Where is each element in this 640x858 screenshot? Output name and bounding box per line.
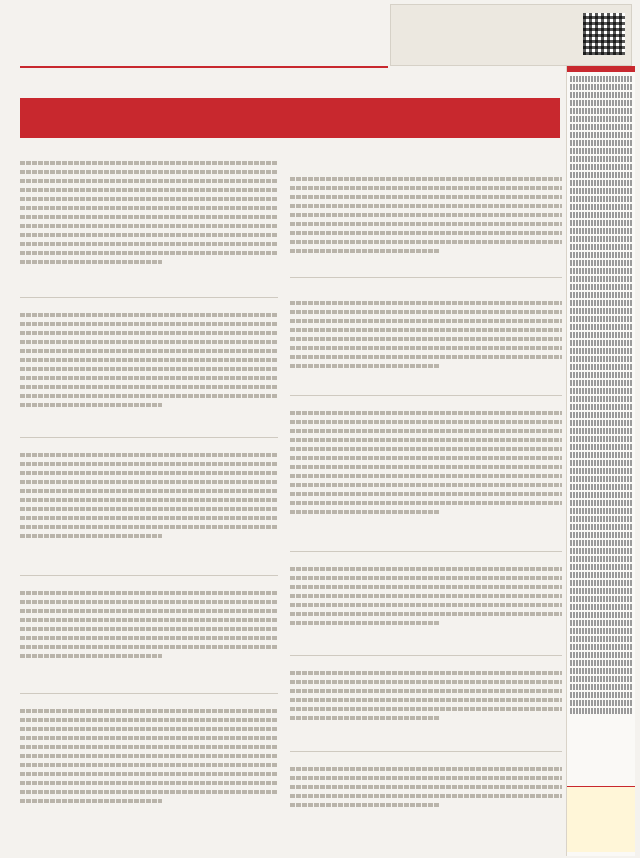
listing-row (570, 572, 632, 578)
listing-row (570, 332, 632, 338)
body-text-line (290, 219, 562, 228)
listing-row (570, 348, 632, 354)
article (290, 752, 562, 838)
body-text-line (20, 769, 278, 778)
listing-row (570, 540, 632, 546)
listing-row (570, 620, 632, 626)
listing-row (570, 180, 632, 186)
body-text-line (20, 588, 278, 597)
listing-row (570, 684, 632, 690)
listing-row (570, 508, 632, 514)
listing-row (570, 164, 632, 170)
body-text-line (20, 522, 278, 531)
body-text-line (20, 194, 278, 203)
listing-row (570, 324, 632, 330)
body-text-line (290, 773, 562, 782)
body-text-line (20, 346, 278, 355)
article-body (20, 158, 278, 266)
body-text-line (20, 486, 278, 495)
body-text-line (20, 796, 162, 805)
body-text-line (290, 192, 562, 201)
listing-row (570, 236, 632, 242)
listing-row (570, 668, 632, 674)
listing-row (570, 220, 632, 226)
listing-row (570, 140, 632, 146)
body-text-line (290, 183, 562, 192)
listing-row (570, 340, 632, 346)
body-text-line (20, 477, 278, 486)
listing-row (570, 580, 632, 586)
body-text-line (290, 444, 562, 453)
body-text-line (290, 298, 562, 307)
article (20, 298, 278, 438)
body-text-line (20, 742, 278, 751)
body-text-line (290, 316, 562, 325)
article-body (290, 564, 562, 627)
listing-row (570, 612, 632, 618)
body-text-line (20, 355, 278, 364)
article (290, 656, 562, 752)
body-text-line (290, 591, 562, 600)
body-text-line (20, 531, 162, 540)
body-text-line (20, 167, 278, 176)
body-text-line (290, 782, 562, 791)
listing-row (570, 252, 632, 258)
listing-row (570, 276, 632, 282)
body-text-line (20, 606, 278, 615)
listing-row (570, 412, 632, 418)
body-text-line (290, 713, 440, 722)
listing-row (570, 188, 632, 194)
body-text-line (20, 778, 278, 787)
body-text-line (20, 459, 278, 468)
listing-row (570, 372, 632, 378)
middle-column (290, 148, 562, 838)
listing-row (570, 692, 632, 698)
body-text-line (290, 417, 562, 426)
listing-row (570, 596, 632, 602)
body-text-line (20, 624, 278, 633)
body-text-line (290, 609, 562, 618)
article (20, 694, 278, 834)
body-text-line (20, 230, 278, 239)
body-text-line (20, 391, 278, 400)
article-body (290, 668, 562, 722)
listing-row (570, 604, 632, 610)
body-text-line (290, 435, 562, 444)
body-text-line (20, 651, 162, 660)
body-text-line (290, 237, 562, 246)
body-text-line (20, 760, 278, 769)
listing-row (570, 428, 632, 434)
top-advertisement (390, 4, 632, 66)
listing-row (570, 660, 632, 666)
article (290, 148, 562, 278)
article-body (20, 310, 278, 409)
article (290, 278, 562, 396)
listing-row (570, 548, 632, 554)
listing-row (570, 132, 632, 138)
body-text-line (290, 352, 562, 361)
body-text-line (290, 343, 562, 352)
body-text-line (290, 246, 440, 255)
listing-row (570, 100, 632, 106)
body-text-line (290, 174, 562, 183)
listing-row (570, 156, 632, 162)
body-text-line (20, 513, 278, 522)
body-text-line (290, 618, 440, 627)
listing-row (570, 172, 632, 178)
listing-row (570, 292, 632, 298)
body-text-line (20, 400, 162, 409)
body-text-line (290, 507, 440, 516)
listing-row (570, 564, 632, 570)
article (290, 396, 562, 552)
listing-row (570, 84, 632, 90)
body-text-line (20, 597, 278, 606)
listing-row (570, 92, 632, 98)
listing-row (570, 436, 632, 442)
listing-row (570, 532, 632, 538)
body-text-line (290, 471, 562, 480)
listing-row (570, 396, 632, 402)
listing-row (570, 444, 632, 450)
listing-row (570, 364, 632, 370)
listing-row (570, 420, 632, 426)
qr-code-icon (583, 13, 625, 55)
body-text-line (20, 495, 278, 504)
body-text-line (290, 334, 562, 343)
listing-row (570, 500, 632, 506)
article (20, 148, 278, 298)
listing-row (570, 380, 632, 386)
body-text-line (20, 733, 278, 742)
side-advertisement (566, 66, 635, 856)
body-text-line (20, 787, 278, 796)
body-text-line (290, 325, 562, 334)
listing-row (570, 300, 632, 306)
body-text-line (290, 307, 562, 316)
listing-row (570, 644, 632, 650)
listing-row (570, 700, 632, 706)
body-text-line (20, 248, 278, 257)
body-text-line (290, 453, 562, 462)
body-text-line (20, 751, 278, 760)
listing-row (570, 516, 632, 522)
article-body (290, 174, 562, 255)
listing-row (570, 204, 632, 210)
listing-row (570, 116, 632, 122)
body-text-line (20, 450, 278, 459)
listing-row (570, 76, 632, 82)
listing-row (570, 108, 632, 114)
listing-row (570, 636, 632, 642)
listing-row (570, 148, 632, 154)
body-text-line (290, 408, 562, 417)
body-text-line (290, 686, 562, 695)
listing-row (570, 452, 632, 458)
body-text-line (20, 221, 278, 230)
body-text-line (290, 489, 562, 498)
listing-row (570, 524, 632, 530)
listing-row (570, 356, 632, 362)
article (290, 552, 562, 656)
article-body (290, 764, 562, 809)
body-text-line (20, 203, 278, 212)
body-text-line (20, 504, 278, 513)
body-text-line (290, 201, 562, 210)
body-text-line (20, 373, 278, 382)
listing-row (570, 588, 632, 594)
body-text-line (20, 468, 278, 477)
body-text-line (20, 185, 278, 194)
body-text-line (290, 498, 562, 507)
listing-row (570, 476, 632, 482)
brand (32, 44, 38, 60)
listing-row (570, 484, 632, 490)
article-body (20, 588, 278, 660)
listing-row (570, 212, 632, 218)
body-text-line (290, 480, 562, 489)
listing-row (570, 124, 632, 130)
masthead (0, 0, 640, 70)
article-body (290, 298, 562, 370)
body-text-line (20, 724, 278, 733)
listing-row (570, 628, 632, 634)
listing-row (570, 652, 632, 658)
body-text-line (290, 426, 562, 435)
listing-row (570, 676, 632, 682)
body-text-line (20, 642, 278, 651)
body-text-line (290, 573, 562, 582)
listing-row (570, 228, 632, 234)
body-text-line (290, 668, 562, 677)
body-text-line (290, 228, 562, 237)
body-text-line (20, 337, 278, 346)
listing-row (570, 708, 632, 714)
body-text-line (20, 615, 278, 624)
body-text-line (20, 706, 278, 715)
left-column (20, 148, 278, 838)
body-text-line (20, 715, 278, 724)
body-text-line (20, 158, 278, 167)
listing-row (570, 316, 632, 322)
body-text-line (20, 212, 278, 221)
body-text-line (290, 361, 440, 370)
body-text-line (290, 210, 562, 219)
listing-row (570, 468, 632, 474)
listing-row (570, 492, 632, 498)
body-text-line (290, 800, 440, 809)
listing-row (570, 196, 632, 202)
body-text-line (290, 600, 562, 609)
body-text-line (20, 310, 278, 319)
masthead-rule (20, 66, 388, 68)
body-text-line (20, 176, 278, 185)
body-text-line (20, 319, 278, 328)
article-body (20, 706, 278, 805)
body-text-line (290, 677, 562, 686)
article-body (20, 450, 278, 540)
listing-row (570, 284, 632, 290)
article (20, 438, 278, 576)
body-text-line (290, 764, 562, 773)
body-text-line (290, 564, 562, 573)
side-ad-footer (567, 786, 635, 852)
body-text-line (290, 695, 562, 704)
body-text-line (20, 239, 278, 248)
body-text-line (20, 328, 278, 337)
listing-row (570, 388, 632, 394)
listing-row (570, 260, 632, 266)
body-text-line (290, 704, 562, 713)
article-body (290, 408, 562, 516)
body-text-line (20, 633, 278, 642)
body-text-line (290, 791, 562, 800)
listing-row (570, 460, 632, 466)
body-text-line (20, 364, 278, 373)
listing-row (570, 268, 632, 274)
article (20, 576, 278, 694)
listing-row (570, 308, 632, 314)
side-ad-listing (567, 72, 635, 718)
body-text-line (290, 462, 562, 471)
listing-row (570, 244, 632, 250)
listing-row (570, 556, 632, 562)
body-text-line (20, 257, 162, 266)
listing-row (570, 404, 632, 410)
body-text-line (290, 582, 562, 591)
body-text-line (20, 382, 278, 391)
intro-banner (20, 98, 560, 138)
